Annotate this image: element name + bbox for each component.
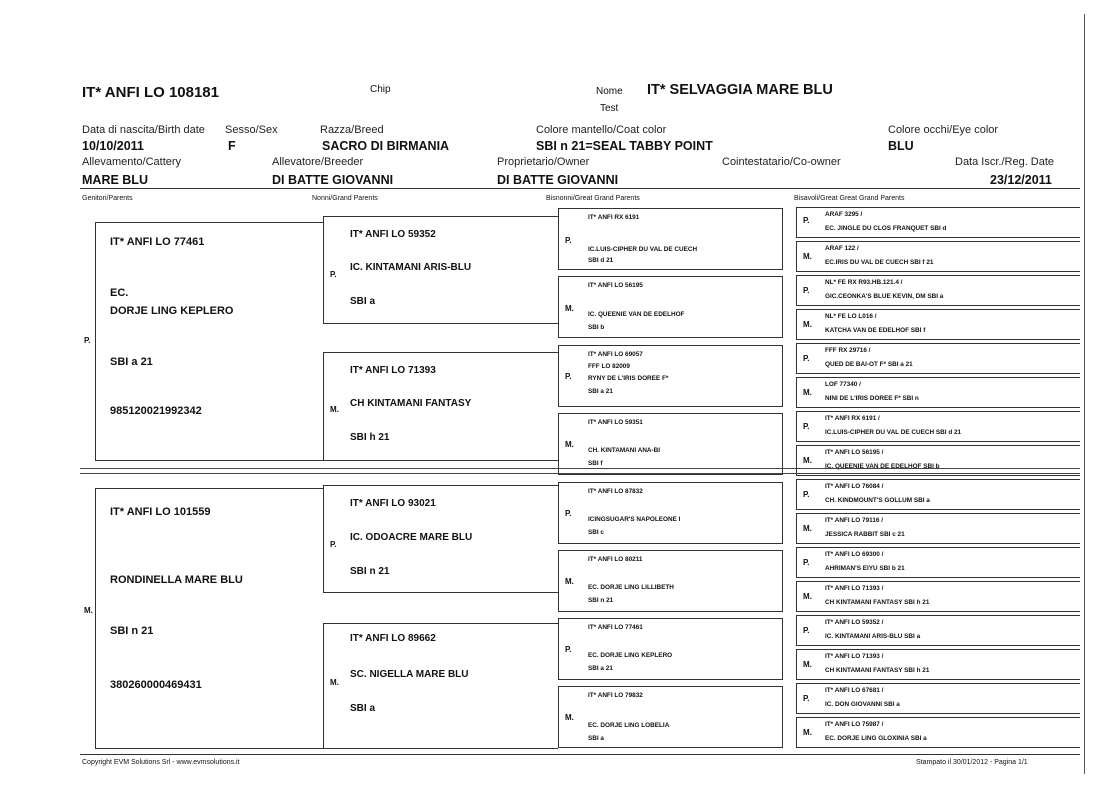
col-great: Bisnonni/Great Grand Parents (546, 195, 640, 202)
great-tag: M. (565, 440, 574, 449)
great-tag: P. (565, 509, 572, 518)
great-reg: IT* ANFI LO 56195 (588, 282, 643, 289)
coowner-label: Cointestatario/Co-owner (722, 156, 841, 168)
gg-reg: ARAF 3295 / (825, 211, 863, 218)
parent-name: RONDINELLA MARE BLU (110, 574, 243, 586)
great-reg: IT* ANFI LO 87832 (588, 488, 643, 495)
gg-name: JESSICA RABBIT SBI c 21 (825, 531, 905, 538)
great-name: ICINGSUGAR'S NAPOLEONE I (588, 516, 681, 523)
great-ems: SBI c (588, 529, 604, 536)
test-label: Test (600, 103, 619, 114)
footer-rule (80, 754, 1080, 755)
gg-reg: NL* FE LO L016 / (825, 313, 877, 320)
gg-name: EC. DORJE LING GLOXINIA SBI a (825, 735, 927, 742)
gg-name: GIC.CEONKA'S BLUE KEVIN, DM SBI a (825, 293, 944, 300)
gg-tag: M. (803, 524, 812, 533)
parent-reg: IT* ANFI LO 77461 (110, 236, 205, 248)
great-name: CH. KINTAMANI ANA-BI (588, 447, 661, 454)
great-tag: M. (565, 577, 574, 586)
parent-chip: 985120021992342 (110, 405, 202, 417)
breeder-label: Allevatore/Breeder (272, 156, 364, 168)
parent-box-sire (95, 222, 323, 461)
grand-tag: M. (330, 405, 339, 414)
great-tag: P. (565, 372, 572, 381)
grand-ems: SBI n 21 (350, 566, 390, 577)
birth-value: 10/10/2011 (82, 139, 144, 153)
great-reg2: FFF LO 82009 (588, 363, 630, 370)
gg-tag: M. (803, 456, 812, 465)
gg-reg: IT* ANFI LO 71393 / (825, 585, 884, 592)
owner-value: DI BATTE GIOVANNI (497, 173, 619, 187)
eye-label: Colore occhi/Eye color (888, 124, 999, 136)
great-name: EC. DORJE LING LILLIBETH (588, 584, 674, 591)
coat-label: Colore mantello/Coat color (536, 124, 667, 136)
gg-reg: IT* ANFI LO 67681 / (825, 687, 884, 694)
gg-name: CH. KINDMOUNT'S GOLLUM SBI a (825, 497, 930, 504)
parent-ems: SBI a 21 (110, 356, 153, 368)
grand-tag: P. (330, 270, 337, 279)
regdate-value: 23/12/2011 (990, 173, 1052, 187)
gg-tag: M. (803, 728, 812, 737)
section-divider (80, 473, 1080, 474)
gg-tag: P. (803, 694, 810, 703)
gg-reg: NL* FE RX R93.HB.121.4 / (825, 279, 903, 286)
copyright: Copyright EVM Solutions Srl - www.evmsolutions.it (82, 759, 240, 766)
header-rule (80, 188, 1080, 189)
gg-reg: IT* ANFI LO 79116 / (825, 517, 884, 524)
sex-value: F (228, 139, 236, 153)
col-grand: Nonni/Grand Parents (312, 195, 378, 202)
section-divider (80, 468, 1080, 469)
gg-reg: IT* ANFI RX 6191 / (825, 415, 880, 422)
cat-name: IT* SELVAGGIA MARE BLU (647, 82, 833, 98)
parent-title: EC. (110, 287, 129, 299)
cattery-value: MARE BLU (82, 173, 148, 187)
great-reg: IT* ANFI LO 79832 (588, 692, 643, 699)
gg-tag: P. (803, 354, 810, 363)
great-ems: SBI d 21 (588, 257, 614, 264)
regdate-label: Data Iscr./Reg. Date (955, 156, 1055, 168)
grand-name: IC. ODOACRE MARE BLU (350, 532, 473, 543)
gg-reg: IT* ANFI LO 69300 / (825, 551, 884, 558)
grand-name: IC. KINTAMANI ARIS-BLU (350, 262, 472, 273)
gg-name: QUED DE BAI-OT F* SBI a 21 (825, 361, 913, 368)
great-tag: M. (565, 304, 574, 313)
gg-tag: M. (803, 388, 812, 397)
grand-reg: IT* ANFI LO 89662 (350, 633, 436, 644)
gg-name: IC.LUIS-CIPHER DU VAL DE CUECH SBI d 21 (825, 429, 962, 436)
col-parents: Genitori/Parents (82, 195, 133, 202)
page-right-edge (1084, 14, 1085, 774)
gg-reg: LOF 77340 / (825, 381, 861, 388)
parent-name: DORJE LING KEPLERO (110, 305, 234, 317)
great-ems: SBI a 21 (588, 388, 613, 395)
gg-tag: M. (803, 592, 812, 601)
gg-name: NINI DE L'IRIS DOREE F* SBI n (825, 395, 919, 402)
grand-reg: IT* ANFI LO 71393 (350, 365, 436, 376)
grand-ems: SBI h 21 (350, 432, 390, 443)
great-reg: IT* ANFI LO 69057 (588, 351, 643, 358)
great-ems: SBI a 21 (588, 665, 613, 672)
gg-name: EC. JINGLE DU CLOS FRANQUET SBI d (825, 225, 947, 232)
great-reg: IT* ANFI LO 59351 (588, 419, 643, 426)
gg-tag: M. (803, 660, 812, 669)
great-name: RYNY DE L'IRIS DOREE F* (588, 375, 669, 382)
great-name: IC. QUEENIE VAN DE EDELHOF (588, 311, 685, 318)
grand-tag: P. (330, 540, 337, 549)
gg-reg: FFF RX 29716 / (825, 347, 871, 354)
grand-name: CH KINTAMANI FANTASY (350, 398, 472, 409)
grand-ems: SBI a (350, 296, 376, 307)
gg-reg: IT* ANFI LO 56195 / (825, 449, 884, 456)
great-name: IC.LUIS-CIPHER DU VAL DE CUECH (588, 246, 698, 253)
gg-tag: M. (803, 320, 812, 329)
grand-tag: M. (330, 678, 339, 687)
grand-ems: SBI a (350, 703, 376, 714)
parent-chip: 380260000469431 (110, 679, 202, 691)
gg-name: IC. QUEENIE VAN DE EDELHOF SBI b (825, 463, 940, 470)
great-tag: P. (565, 645, 572, 654)
gg-reg: ARAF 122 / (825, 245, 859, 252)
gg-name: CH KINTAMANI FANTASY SBI h 21 (825, 599, 930, 606)
nome-label: Nome (596, 86, 623, 97)
breeder-value: DI BATTE GIOVANNI (272, 173, 394, 187)
parent-tag: M. (84, 606, 93, 615)
owner-label: Proprietario/Owner (497, 156, 590, 168)
gg-name: KATCHA VAN DE EDELHOF SBI f (825, 327, 926, 334)
parent-box-dam (95, 488, 323, 749)
great-tag: M. (565, 713, 574, 722)
gg-tag: P. (803, 286, 810, 295)
gg-reg: IT* ANFI LO 71393 / (825, 653, 884, 660)
grand-name: SC. NIGELLA MARE BLU (350, 669, 469, 680)
gg-tag: P. (803, 626, 810, 635)
gg-reg: IT* ANFI LO 75987 / (825, 721, 884, 728)
breed-label: Razza/Breed (320, 124, 384, 136)
gg-name: CH KINTAMANI FANTASY SBI h 21 (825, 667, 930, 674)
gg-tag: P. (803, 490, 810, 499)
great-ems: SBI n 21 (588, 597, 614, 604)
gg-name: IC. KINTAMANI ARIS-BLU SBI a (825, 633, 921, 640)
gg-reg: IT* ANFI LO 59352 / (825, 619, 884, 626)
printed-date: Stampato il 30/01/2012 - Pagina 1/1 (916, 759, 1028, 766)
gg-tag: P. (803, 558, 810, 567)
grand-reg: IT* ANFI LO 59352 (350, 229, 436, 240)
gg-tag: P. (803, 216, 810, 225)
grand-reg: IT* ANFI LO 93021 (350, 498, 436, 509)
great-ems: SBI f (588, 460, 603, 467)
great-ems: SBI b (588, 324, 605, 331)
great-reg: IT* ANFI RX 6191 (588, 214, 640, 221)
gg-reg: IT* ANFI LO 76084 / (825, 483, 884, 490)
eye-value: BLU (888, 139, 914, 153)
great-tag: P. (565, 236, 572, 245)
great-reg: IT* ANFI LO 77461 (588, 624, 643, 631)
great-ems: SBI a (588, 735, 604, 742)
birth-label: Data di nascita/Birth date (82, 124, 205, 136)
col-greatgreat: Bisavoli/Great Great Grand Parents (794, 195, 905, 202)
cattery-label: Allevamento/Cattery (82, 156, 182, 168)
parent-reg: IT* ANFI LO 101559 (110, 506, 211, 518)
sex-label: Sesso/Sex (225, 124, 278, 136)
parent-tag: P. (84, 336, 91, 345)
gg-name: EC.IRIS DU VAL DE CUECH SBI f 21 (825, 259, 934, 266)
gg-name: AHRIMAN'S EIYU SBI b 21 (825, 565, 905, 572)
chip-label: Chip (370, 84, 391, 95)
parent-ems: SBI n 21 (110, 625, 154, 637)
gg-tag: M. (803, 252, 812, 261)
reg-number: IT* ANFI LO 108181 (82, 84, 219, 101)
great-name: EC. DORJE LING KEPLERO (588, 652, 673, 659)
coat-value: SBI n 21=SEAL TABBY POINT (536, 139, 713, 153)
great-reg: IT* ANFI LO 80211 (588, 556, 643, 563)
breed-value: SACRO DI BIRMANIA (322, 139, 450, 153)
gg-tag: P. (803, 422, 810, 431)
great-name: EC. DORJE LING LOBELIA (588, 722, 670, 729)
gg-name: IC. DON GIOVANNI SBI a (825, 701, 900, 708)
